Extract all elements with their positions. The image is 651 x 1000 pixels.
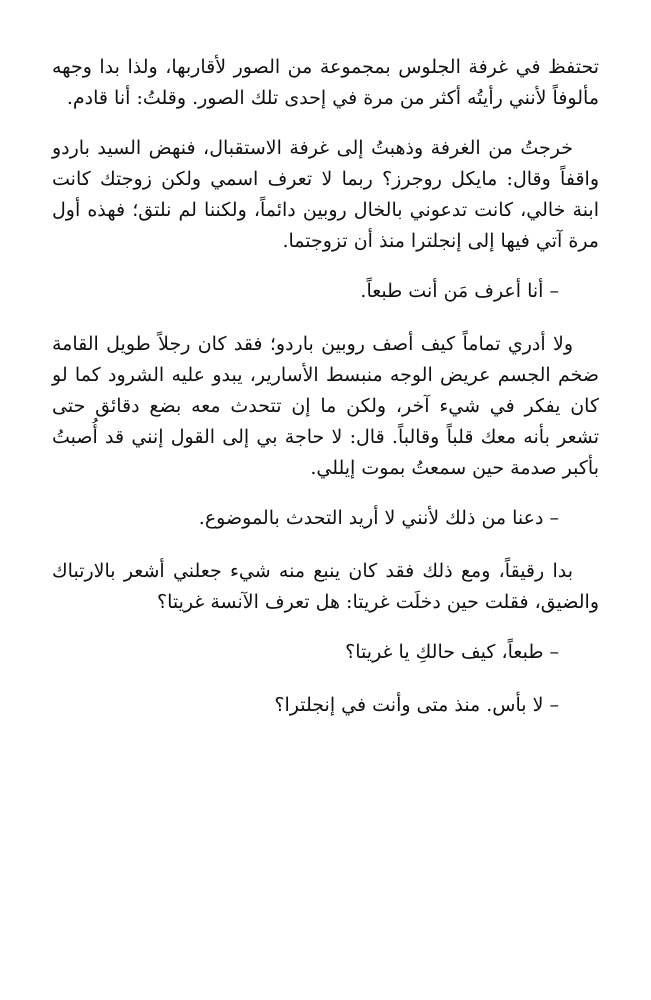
dialogue-line: – طبعاً، كيف حالكِ يا غريتا؟ <box>345 641 559 663</box>
dialogue-line: – أنا أعرف مَن أنت طبعاً. <box>360 280 559 302</box>
paragraph-narration: ولا أدري تماماً كيف أصف روبين باردو؛ فقد كان رجلاً طويل القامة ضخم الجسم عريض الوجه منبسط الأسارير، يبدو عليه الشرود كما لو كان يفكر في شيء آخر، ولكن ما إن تتحدث معه بضع دقائق حتى تشعر بأنه معك قلباً وقالباً. قال: لا حاجة بي إلى القول إنني قد أُصبتُ بأكبر صدمة حين سمعتُ بموت إيللي. <box>52 333 600 479</box>
dialogue-line: – دعنا من ذلك لأنني لا أريد التحدث بالموضوع. <box>198 507 559 529</box>
paragraph-narration: خرجتُ من الغرفة وذهبتُ إلى غرفة الاستقبال، فنهض السيد باردو واقفاً وقال: مايكل روجرز؟ ربما لا تعرف اسمي ولكن زوجتك كانت ابنة خالي، كانت تدعوني بالخال روبين دائماً، ولكننا لم نلتق؛ فهذه أول مرة آتي فيها إلى إنجلترا منذ أن تزوجتما. <box>52 137 599 252</box>
paragraph-narration: بدا رقيقاً، ومع ذلك فقد كان ينبع منه شيء جعلني أشعر بالارتباك والضيق، فقلت حين دخلَت غريتا: هل تعرف الآنسة غريتا؟ <box>52 560 599 613</box>
book-page <box>52 52 599 743</box>
dialogue-line: – لا بأس. منذ متى وأنت في إنجلترا؟ <box>274 694 559 716</box>
paragraph-continuation: تحتفظ في غرفة الجلوس بمجموعة من الصور لأقاربها، ولذا بدا وجهه مألوفاً لأنني رأيتُه أكثر من مرة في إحدى تلك الصور. وقلتُ: أنا قادم. <box>52 56 599 109</box>
